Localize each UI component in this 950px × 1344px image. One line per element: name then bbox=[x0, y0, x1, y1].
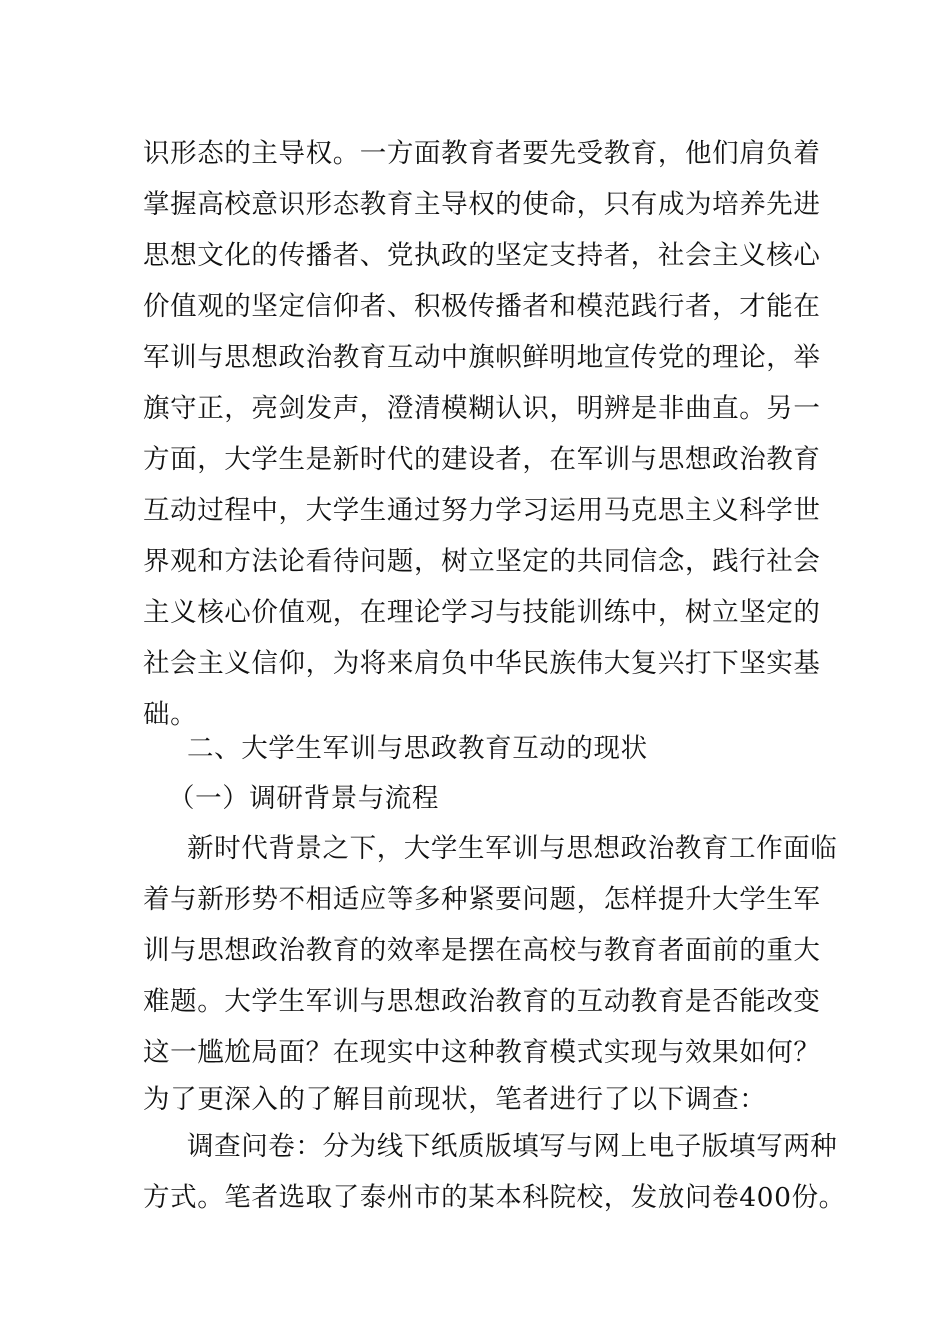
paragraph-line: 这一尴尬局面？在现实中这种教育模式实现与效果如何？ bbox=[143, 1037, 821, 1068]
paragraph-line: 掌握高校意识形态教育主导权的使命，只有成为培养先进 bbox=[143, 189, 821, 220]
paragraph-line: 识形态的主导权。一方面教育者要先受教育，他们肩负着 bbox=[143, 138, 821, 169]
paragraph-line: 难题。大学生军训与思想政治教育的互动教育是否能改变 bbox=[143, 986, 821, 1017]
paragraph-line: 互动过程中，大学生通过努力学习运用马克思主义科学世 bbox=[143, 495, 821, 526]
paragraph-line: 新时代背景之下，大学生军训与思想政治教育工作面临 bbox=[187, 833, 838, 864]
paragraph-line: 方式。笔者选取了泰州市的某本科院校，发放问卷400份。 bbox=[143, 1182, 846, 1213]
paragraph-line: 主义核心价值观，在理论学习与技能训练中，树立坚定的 bbox=[143, 597, 821, 628]
paragraph-line: 价值观的坚定信仰者、积极传播者和模范践行者，才能在 bbox=[143, 291, 821, 322]
paragraph-line: 社会主义信仰，为将来肩负中华民族伟大复兴打下坚实基 bbox=[143, 648, 821, 679]
paragraph-line: 思想文化的传播者、党执政的坚定支持者，社会主义核心 bbox=[143, 240, 821, 271]
paragraph-line: 旗守正，亮剑发声，澄清模糊认识，明辨是非曲直。另一 bbox=[143, 393, 821, 424]
paragraph-line: 调查问卷：分为线下纸质版填写与网上电子版填写两种 bbox=[187, 1131, 838, 1162]
paragraph-line: 训与思想政治教育的效率是摆在高校与教育者面前的重大 bbox=[143, 935, 821, 966]
paragraph-line: 界观和方法论看待问题，树立坚定的共同信念，践行社会 bbox=[143, 546, 821, 577]
paragraph-line: 着与新形势不相适应等多种紧要问题，怎样提升大学生军 bbox=[143, 884, 821, 915]
paragraph-line: 础。 bbox=[143, 699, 198, 730]
section-heading: 二、大学生军训与思政教育互动的现状 bbox=[187, 733, 648, 764]
paragraph-line: 方面，大学生是新时代的建设者，在军训与思想政治教育 bbox=[143, 444, 821, 475]
subsection-heading: （一）调研背景与流程 bbox=[168, 783, 439, 814]
paragraph-line: 为了更深入的了解目前现状，笔者进行了以下调查： bbox=[143, 1084, 767, 1115]
paragraph-line: 军训与思想政治教育互动中旗帜鲜明地宣传党的理论，举 bbox=[143, 342, 821, 373]
